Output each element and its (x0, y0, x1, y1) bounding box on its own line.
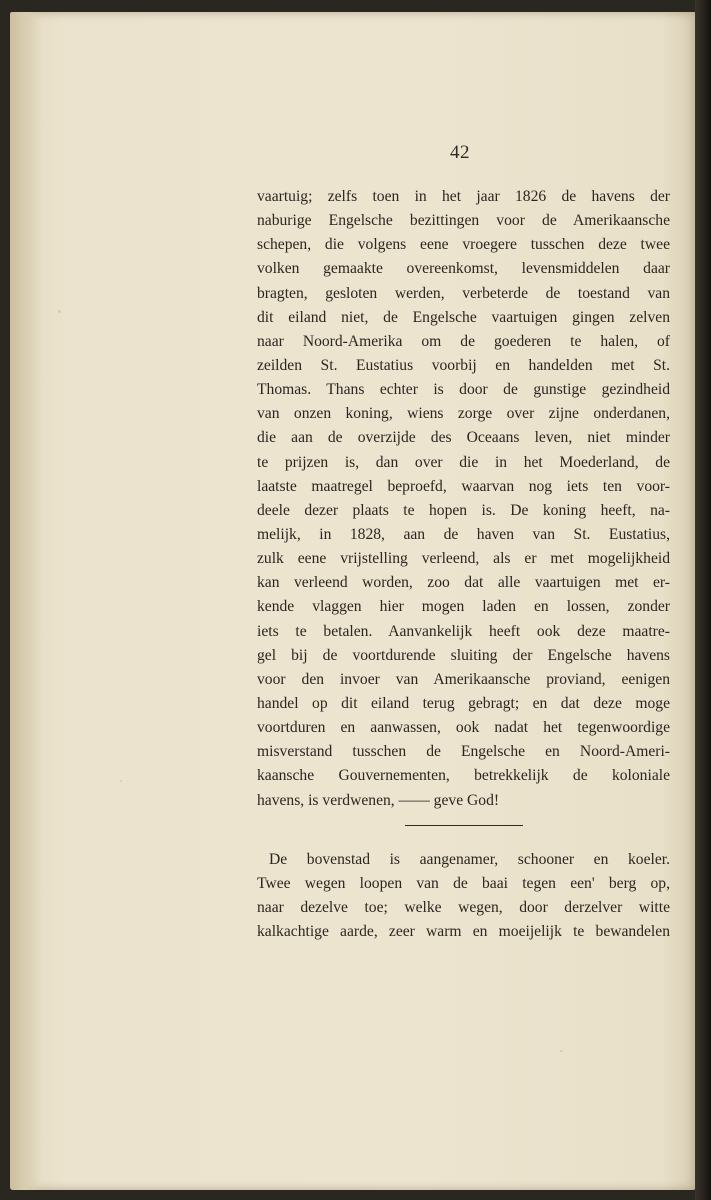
text-line: melijk, in 1828, aan de haven van St. Eustatius, (257, 525, 670, 543)
text-line: kende vlaggen hier mogen laden en lossen, zonder (257, 598, 670, 616)
paper-speck (560, 1050, 563, 1052)
text-line: volken gemaakte overeenkomst, levensmiddelen daar (257, 260, 670, 278)
paragraph-2 (257, 848, 670, 945)
paper-speck (58, 310, 61, 313)
text-line: Twee wegen loopen van de baai tegen een' berg op, (257, 874, 670, 892)
text-line: bragten, gesloten werden, verbeterde de toestand van (257, 284, 670, 302)
page-left-edge (10, 12, 42, 1190)
text-line: misverstand tusschen de Engelsche en Noord-Ameri- (257, 743, 670, 761)
text-line-last: havens, is verdwenen, —— geve God! (257, 791, 500, 809)
text-line: kalkachtige aarde, zeer warm en moeijelijk te bewandelen (257, 923, 670, 941)
text-line: kaansche Gouvernementen, betrekkelijk de koloniale (257, 767, 670, 785)
text-line: Thomas. Thans echter is door de gunstige gezindheid (257, 381, 670, 399)
text-line: deele dezer plaats te hopen is. De koning heeft, na- (257, 501, 670, 519)
paper-speck (120, 780, 122, 782)
text-line: voor den invoer van Amerikaansche proviand, eenigen (257, 670, 670, 688)
text-line: zeilden St. Eustatius voorbij en handelden met St. (257, 356, 670, 374)
page-number: 42 (450, 142, 470, 163)
text-line: handel op dit eiland terug gebragt; en dat deze moge (257, 694, 670, 712)
text-line: naburige Engelsche bezittingen voor de Amerikaansche (257, 212, 670, 230)
text-line: De bovenstad is aangenamer, schooner en koeler. (269, 850, 670, 868)
text-line: dit eiland niet, de Engelsche vaartuigen gingen zelven (257, 308, 670, 326)
text-line: naar dezelve toe; welke wegen, door derzelver witte (257, 898, 670, 916)
text-line: te prijzen is, dan over die in het Moederland, de (257, 453, 670, 471)
text-line: voortduren en aanwassen, ook nadat het tegenwoordige (257, 719, 670, 737)
text-line: die aan de overzijde des Oceaans leven, niet minder (257, 429, 670, 447)
section-divider (405, 825, 523, 826)
body-text (257, 185, 670, 944)
text-line: schepen, die volgens eene vroegere tusschen deze twee (257, 236, 670, 254)
text-line: laatste maatregel beproefd, waarvan nog iets ten voor- (257, 477, 670, 495)
text-line: gel bij de voortdurende sluiting der Engelsche havens (257, 646, 670, 664)
text-line: vaartuig; zelfs toen in het jaar 1826 de havens der (257, 188, 670, 205)
text-line: zulk eene vrijstelling verleend, als er met mogelijkheid (257, 550, 670, 568)
text-line: naar Noord-Amerika om de goederen te halen, of (257, 332, 670, 350)
text-line: iets te betalen. Aanvankelijk heeft ook deze maatre- (257, 622, 670, 640)
paragraph-1 (257, 185, 670, 813)
text-line: van onzen koning, wiens zorge over zijne onderdanen, (257, 405, 670, 423)
text-line: kan verleend worden, zoo dat alle vaartuigen met er- (257, 574, 670, 592)
page-binding-shadow (695, 0, 711, 1200)
